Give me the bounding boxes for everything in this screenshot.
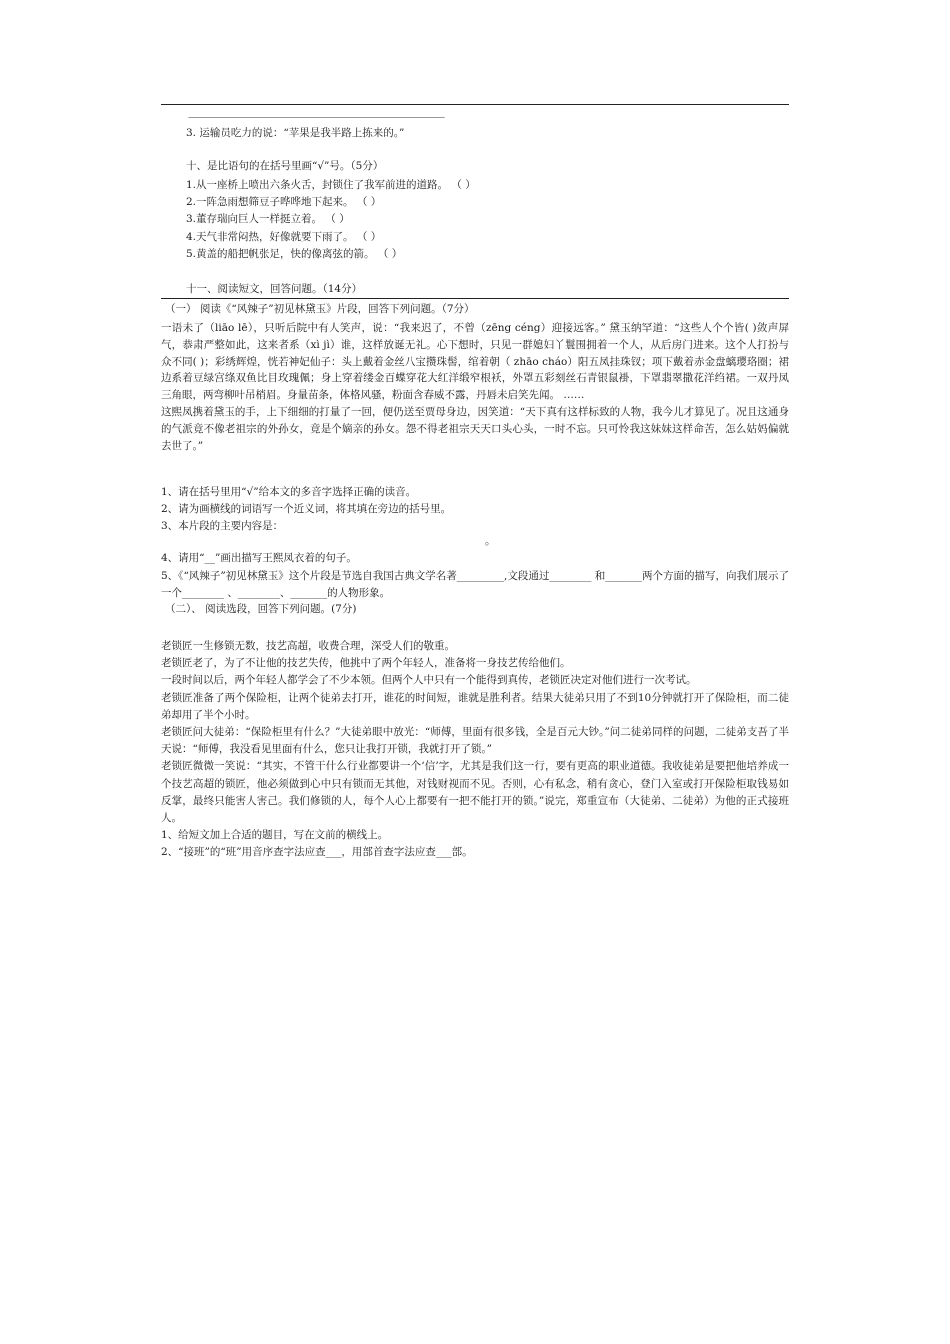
passage-2-para-6: 老锁匠微微一笑说：“其实，不管干什么行业都要讲一个‘信’字，尤其是我们这一行，要有更高的职业道德。我收徒弟是要把他培养成一个技艺高超的锁匠，他必须做到心中只有锁而无其他，对钱财视而不见。否则，心有私念，稍有贪心，登门入室或打开保险柜取钱易如反掌，最终只能害人害己。我们修锁的人，每个人心上都要有一把不能打开的锁。”说完，郑重宣布（大徒弟、二徒弟）为他的正式接班人。 — [161, 760, 789, 825]
q1-3: 3、本片段的主要内容是： — [161, 520, 284, 532]
passage-2 — [161, 638, 789, 862]
passage-2-para-3: 一段时间以后，两个年轻人都学会了不少本领。但两个人中只有一个能得到真传，老锁匠决定对他们进行一次考试。 — [161, 674, 697, 687]
question-3: 3. 运输员吃力的说：“苹果是我半路上拣来的。” — [186, 127, 405, 139]
q1-4: 4、请用“__”画出描写王熙凤衣着的句子。 — [161, 552, 357, 564]
sec10-item-2: 2.一阵急雨想筛豆子哗哗地下起来。 （ ） — [186, 196, 382, 208]
header-rule — [161, 104, 789, 105]
passage-2-para-1: 老锁匠一生修锁无数，技艺高超，收费合理，深受人们的敬重。 — [161, 640, 455, 652]
passage-1 — [161, 320, 789, 454]
sec10-item-1: 1.从一座桥上喷出六条火舌，封锁住了我军前进的道路。 （ ） — [186, 179, 476, 191]
section-10-title: 十、是比语句的在括号里画“√”号。（5分） — [186, 160, 384, 172]
q1-2: 2、请为画横线的词语写一个近义词，将其填在旁边的括号里。 — [161, 503, 452, 515]
sec10-item-5: 5.黄盖的船把帆张足，快的像离弦的箭。 （ ） — [186, 248, 403, 260]
sec10-item-3: 3.董存瑞向巨人一样挺立着。 （ ） — [186, 213, 350, 225]
passage-2-para-5: 老锁匠问大徒弟：“保险柜里有什么？”大徒弟眼中放光：“师傅，里面有很多钱，全是百元大钞。”问二徒弟同样的问题，二徒弟支吾了半天说：“师傅，我没看见里面有什么，您只让我打开锁，我就打开了锁。” — [161, 726, 789, 756]
section-11-title: 十一、阅读短文，回答问题。（14分） — [186, 283, 363, 295]
passage-1-para-2: 这熙凤携着黛玉的手，上下细细的打量了一回，便仍送至贾母身边，因笑道：“天下真有这样标致的人物，我今儿才算见了。况且这通身的气派竟不像老祖宗的外孙女，竟是个嫡亲的孙女。怨不得老祖宗天天口头心头，一时不忘。只可怜我这妹妹这样命苦，怎么姑妈偏就去世了。” — [161, 405, 789, 452]
part-1-heading: （一） 阅读《“风辣子”初见林黛玉》片段，回答下列问题。（7分） — [165, 303, 475, 315]
section-11-rule — [161, 298, 789, 299]
passage-2-para-2: 老锁匠老了，为了不让他的技艺失传，他挑中了两个年轻人，准备将一身技艺传给他们。 — [161, 657, 571, 670]
sec10-item-4: 4.天气非常闷热，好像就要下雨了。 （ ） — [186, 231, 382, 243]
q1-3-end-mark: 。 — [485, 535, 496, 547]
part-2-heading: （二）、 阅读选段，回答下列问题。(7分) — [165, 603, 357, 615]
passage-2-para-4: 老锁匠准备了两个保险柜，让两个徒弟去打开，谁花的时间短，谁就是胜利者。结果大徒弟只用了不到10分钟就打开了保险柜，而二徒弟却用了半个小时。 — [161, 691, 789, 721]
q2-2: 2、“接班”的“班”用音序查字法应查___，用部首查字法应查___部。 — [161, 846, 473, 859]
passage-1-para-1: 一语未了（liāo lē），只听后院中有人笑声，说：“我来迟了，不曾（zēng céng）迎接远客。” 黛玉纳罕道：“这些人个个皆( )敛声屏气，恭肃严整如此，这来者系（xì jì）谁，这样放诞无礼。心下想时，只见一群媳妇丫鬟围拥着一个人，从后房门进来。这个人打扮与众不同( )；彩绣辉煌，恍若神妃仙子：头上戴着金丝八宝攒珠髻，绾着朝（ zhāo cháo）阳五凤挂珠钗；项下戴着赤金盘螭璎珞圈；裙边系着豆绿宫绦双鱼比目玫瑰佩；身上穿着缕金百蝶穿花大红洋缎窄根袄，外罩五彩刻丝石青银鼠褂，下罩翡翠撒花洋绉裙。一双丹凤三角眼，两弯柳叶吊梢眉。身量苗条，体格风骚，粉面含春威不露，丹唇未启笑先闻。 …… — [161, 322, 789, 402]
answer-blank-line: ———————————————————————————————— — [188, 113, 444, 123]
q1-1: 1、请在括号里用“√”给本文的多音字选择正确的读音。 — [161, 486, 417, 498]
q1-5: 5、《“风辣子”初见林黛玉》这个片段是节选自我国古典文学名著_________,文段通过________ 和_______两个方面的描写，向我们展示了一个________ 、________、_______的人物形象。 — [161, 570, 789, 599]
q2-1: 1、给短文加上合适的题目，写在文前的横线上。 — [161, 829, 389, 842]
